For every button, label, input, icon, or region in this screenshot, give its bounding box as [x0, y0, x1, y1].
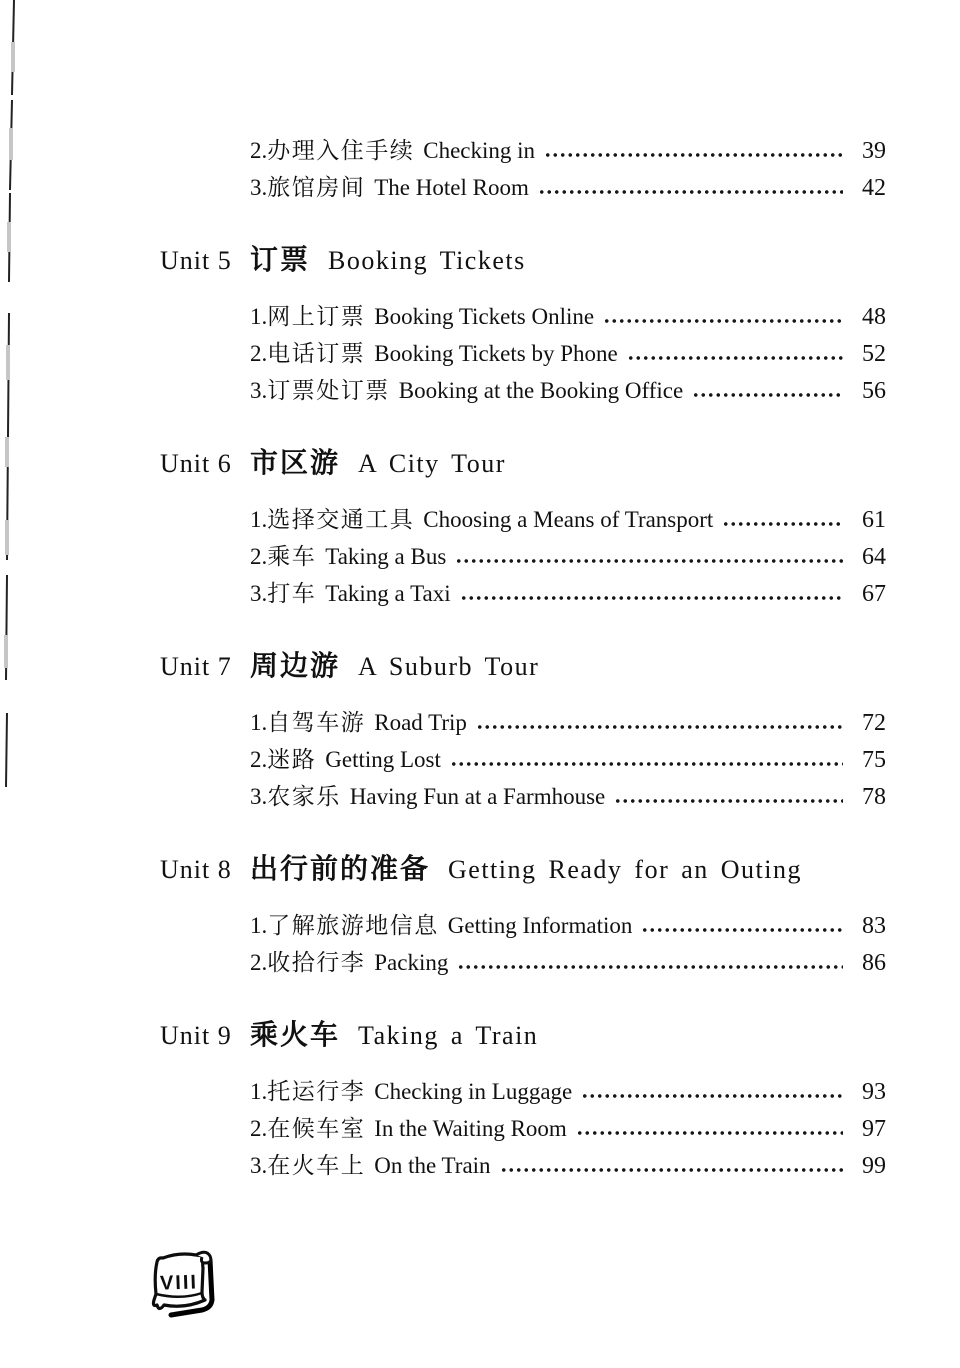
page-edge-artifact [0, 0, 22, 800]
unit-title-zh: 订票 [250, 244, 311, 275]
toc-entry-page: 39 [862, 138, 886, 164]
unit-items [160, 501, 886, 612]
dot-leader [603, 318, 843, 324]
unit-heading [160, 239, 886, 281]
unit-label: Unit 9 [160, 1021, 232, 1050]
toc-entry [250, 704, 886, 741]
toc-entry-title [250, 335, 618, 368]
toc-entry-title [250, 1147, 491, 1180]
toc-entry-title-en: Getting Lost [325, 747, 441, 772]
dot-leader [500, 1167, 843, 1173]
toc-entry-page: 72 [862, 710, 886, 736]
toc-entry-title-zh: 农家乐 [267, 784, 341, 809]
toc-entry [250, 741, 886, 778]
toc-entry-title [250, 907, 632, 940]
toc-entry [250, 298, 886, 335]
unit-title-zh: 周边游 [250, 650, 341, 681]
toc-entry [250, 372, 886, 409]
toc-entry-title-en: On the Train [374, 1153, 491, 1178]
unit-label: Unit 7 [160, 652, 232, 681]
toc-entry-title-en: Booking Tickets Online [374, 304, 595, 329]
unit-heading [160, 645, 886, 687]
toc-entry [250, 501, 886, 538]
toc-leading-items [160, 132, 886, 206]
unit-items [160, 907, 886, 981]
dot-leader [538, 189, 843, 195]
toc-entry-number: 1. [250, 710, 268, 735]
toc-entry-title-en: Taking a Bus [325, 544, 447, 569]
unit-title-zh: 乘火车 [250, 1019, 341, 1050]
unit-title-zh: 出行前的准备 [250, 853, 431, 884]
toc-unit [160, 1014, 886, 1184]
toc-entry-number: 1. [250, 304, 268, 329]
toc-entry-page: 75 [862, 747, 886, 773]
toc-entry-title-en: Checking in Luggage [374, 1079, 573, 1104]
toc-entry-title-en: Having Fun at a Farmhouse [349, 784, 606, 809]
toc-entry-title [250, 704, 467, 737]
unit-heading [160, 848, 886, 890]
unit-title-en: A Suburb Tour [358, 652, 540, 681]
toc-entry-title [250, 132, 535, 165]
dot-leader [581, 1093, 843, 1099]
unit-label: Unit 6 [160, 449, 232, 478]
toc-entry-page: 97 [862, 1116, 886, 1142]
toc-entry-number: 2. [250, 950, 268, 975]
toc-entry-number: 2. [250, 747, 268, 772]
toc-entry [250, 538, 886, 575]
toc-entry-page: 64 [862, 544, 886, 570]
page-number-scroll-icon [147, 1248, 223, 1328]
toc-entry-title-zh: 在候车室 [267, 1116, 366, 1141]
toc-entry-page: 93 [862, 1079, 886, 1105]
toc-entry-title-zh: 乘车 [267, 544, 317, 569]
toc-entry-number: 2. [250, 1116, 268, 1141]
toc-entry-number: 2. [250, 138, 268, 163]
dot-leader [722, 521, 843, 527]
toc-entry-title-en: Getting Information [447, 913, 633, 938]
unit-title-en: Getting Ready for an Outing [448, 855, 803, 884]
toc-entry [250, 1073, 886, 1110]
dot-leader [450, 761, 843, 767]
toc-unit [160, 442, 886, 612]
toc-entry-number: 3. [250, 1153, 268, 1178]
dot-leader [614, 798, 843, 804]
toc-entry-number: 2. [250, 341, 268, 366]
toc-entry-title-en: Booking at the Booking Office [398, 378, 684, 403]
toc-entry-title [250, 944, 448, 977]
toc-entry-title-zh: 选择交通工具 [267, 507, 415, 532]
unit-label: Unit 8 [160, 855, 232, 884]
toc-entry [250, 1147, 886, 1184]
toc-entry-title-en: Taking a Taxi [325, 581, 451, 606]
toc-unit [160, 645, 886, 815]
toc-entry-title-en: In the Waiting Room [374, 1116, 567, 1141]
dot-leader [544, 152, 843, 158]
toc-entry-title-en: Checking in [423, 138, 536, 163]
dot-leader [692, 392, 843, 398]
dot-leader [457, 964, 843, 970]
toc-entry-number: 1. [250, 507, 268, 532]
toc-entry-title-zh: 网上订票 [267, 304, 366, 329]
toc-entry-title [250, 575, 451, 608]
toc-entry-title-zh: 打车 [267, 581, 317, 606]
dot-leader [627, 355, 843, 361]
table-of-contents [160, 132, 886, 1184]
unit-items [160, 1073, 886, 1184]
toc-entry-title-zh: 旅馆房间 [267, 175, 366, 200]
unit-title-en: Booking Tickets [328, 246, 526, 275]
toc-entry-title-zh: 办理入住手续 [267, 138, 415, 163]
toc-entry-page: 52 [862, 341, 886, 367]
toc-entry-title [250, 501, 713, 534]
toc-entry-title [250, 1110, 567, 1143]
toc-entry-title-zh: 电话订票 [267, 341, 366, 366]
toc-entry-title-en: The Hotel Room [374, 175, 529, 200]
toc-entry-title [250, 298, 594, 331]
toc-entry-page: 48 [862, 304, 886, 330]
toc-entry-page: 67 [862, 581, 886, 607]
toc-entry [250, 944, 886, 981]
toc-entry-number: 3. [250, 378, 268, 403]
toc-entry-title [250, 169, 529, 202]
toc-entry-title [250, 538, 446, 571]
toc-entry-title-zh: 自驾车游 [267, 710, 366, 735]
toc-entry-page: 61 [862, 507, 886, 533]
toc-entry-title-en: Road Trip [374, 710, 467, 735]
toc-entry-number: 3. [250, 581, 268, 606]
toc-entry-title-zh: 收拾行李 [267, 950, 366, 975]
toc-units [160, 239, 886, 1184]
dot-leader [576, 1130, 843, 1136]
toc-entry-title-zh: 迷路 [267, 747, 317, 772]
toc-entry-title-en: Booking Tickets by Phone [374, 341, 618, 366]
toc-entry-page: 99 [862, 1153, 886, 1179]
toc-entry-title-zh: 订票处订票 [267, 378, 390, 403]
unit-items [160, 704, 886, 815]
toc-entry-number: 3. [250, 175, 268, 200]
toc-entry [250, 575, 886, 612]
dot-leader [455, 558, 843, 564]
toc-entry [250, 907, 886, 944]
toc-entry-number: 3. [250, 784, 268, 809]
unit-heading [160, 1014, 886, 1056]
unit-title-en: A City Tour [358, 449, 506, 478]
toc-entry-title [250, 1073, 572, 1106]
toc-entry-page: 56 [862, 378, 886, 404]
toc-entry-title-zh: 了解旅游地信息 [267, 913, 439, 938]
dot-leader [476, 724, 843, 730]
toc-entry-page: 42 [862, 175, 886, 201]
dot-leader [460, 595, 843, 601]
toc-entry [250, 335, 886, 372]
toc-entry [250, 169, 886, 206]
toc-unit [160, 239, 886, 409]
toc-entry-page: 86 [862, 950, 886, 976]
toc-entry-title-zh: 在火车上 [267, 1153, 366, 1178]
unit-items [160, 298, 886, 409]
toc-entry-number: 2. [250, 544, 268, 569]
unit-heading [160, 442, 886, 484]
toc-entry-page: 83 [862, 913, 886, 939]
toc-entry-title [250, 778, 605, 811]
toc-entry-number: 1. [250, 1079, 268, 1104]
page-number: VIII [159, 1271, 199, 1295]
toc-entry-title-en: Choosing a Means of Transport [423, 507, 714, 532]
toc-entry-page: 78 [862, 784, 886, 810]
unit-title-zh: 市区游 [250, 447, 341, 478]
toc-entry [250, 132, 886, 169]
toc-entry-title-zh: 托运行李 [267, 1079, 366, 1104]
toc-entry-title [250, 372, 683, 405]
toc-entry-number: 1. [250, 913, 268, 938]
dot-leader [641, 927, 843, 933]
toc-entry [250, 1110, 886, 1147]
toc-entry [250, 778, 886, 815]
unit-label: Unit 5 [160, 246, 232, 275]
toc-entry-title [250, 741, 441, 774]
toc-entry-title-en: Packing [374, 950, 449, 975]
unit-title-en: Taking a Train [358, 1021, 539, 1050]
toc-unit [160, 848, 886, 981]
